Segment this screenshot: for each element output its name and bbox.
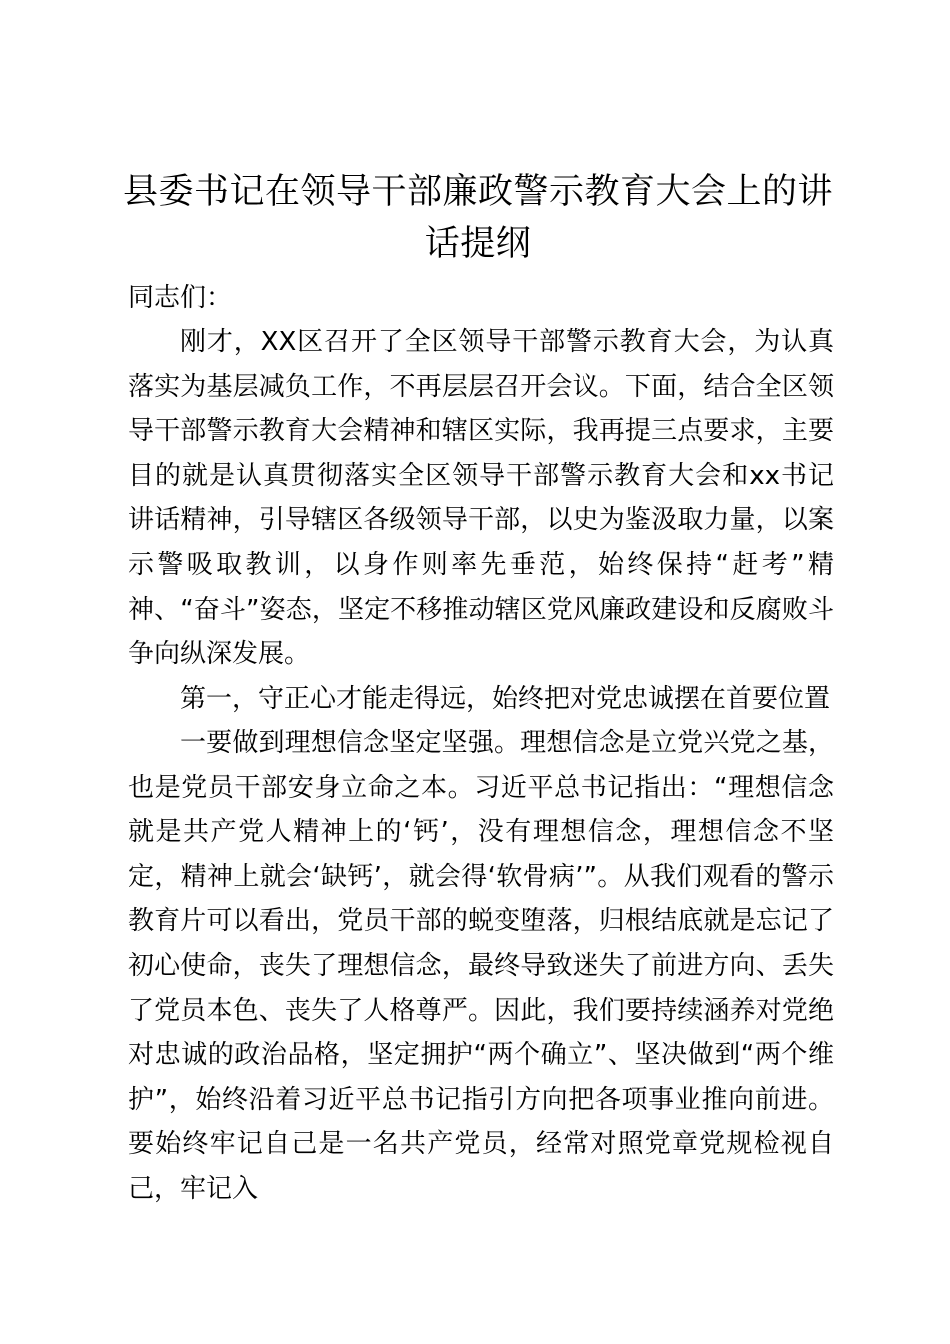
salutation: 同志们： <box>128 283 233 313</box>
section-heading-first: 第一，守正心才能走得远，始终把对党忠诚摆在首要位置 <box>180 684 831 714</box>
document-title: 县委书记在领导干部廉政警示教育大会上的讲话提纲 <box>122 172 833 264</box>
paragraph-ideals: 一要做到理想信念坚定坚强。理想信念是立党兴党之基，也是党员干部安身立命之本。习近平总书记指出：“理想信念就是共产党人精神上的‘钙’，没有理想信念，理想信念不坚定，精神上就会‘缺钙’，就会得‘软骨病’”。从我们观看的警示教育片可以看出，党员干部的蜕变堕落，归根结底就是忘记了初心使命，丧失了理想信念，最终导致迷失了前进方向、丢失了党员本色、丧失了人格尊严。因此，我们要持续涵养对党绝对忠诚的政治品格，坚定拥护“两个确立”、坚决做到“两个维护”，始终沿着习近平总书记指引方向把各项事业推向前进。要始终牢记自己是一名共产党员，经常对照党章党规检视自己，牢记入 <box>128 728 834 1204</box>
paragraph-intro: 刚才，XX区召开了全区领导干部警示教育大会，为认真落实为基层减负工作，不再层层召开会议。下面，结合全区领导干部警示教育大会精神和辖区实际，我再提三点要求，主要目的就是认真贯彻落实全区领导干部警示教育大会和xx书记讲话精神，引导辖区各级领导干部，以史为鉴汲取力量，以案示警吸取教训，以身作则率先垂范，始终保持“赶考”精神、“奋斗”姿态，坚定不移推动辖区党风廉政建设和反腐败斗争向纵深发展。 <box>128 327 834 670</box>
